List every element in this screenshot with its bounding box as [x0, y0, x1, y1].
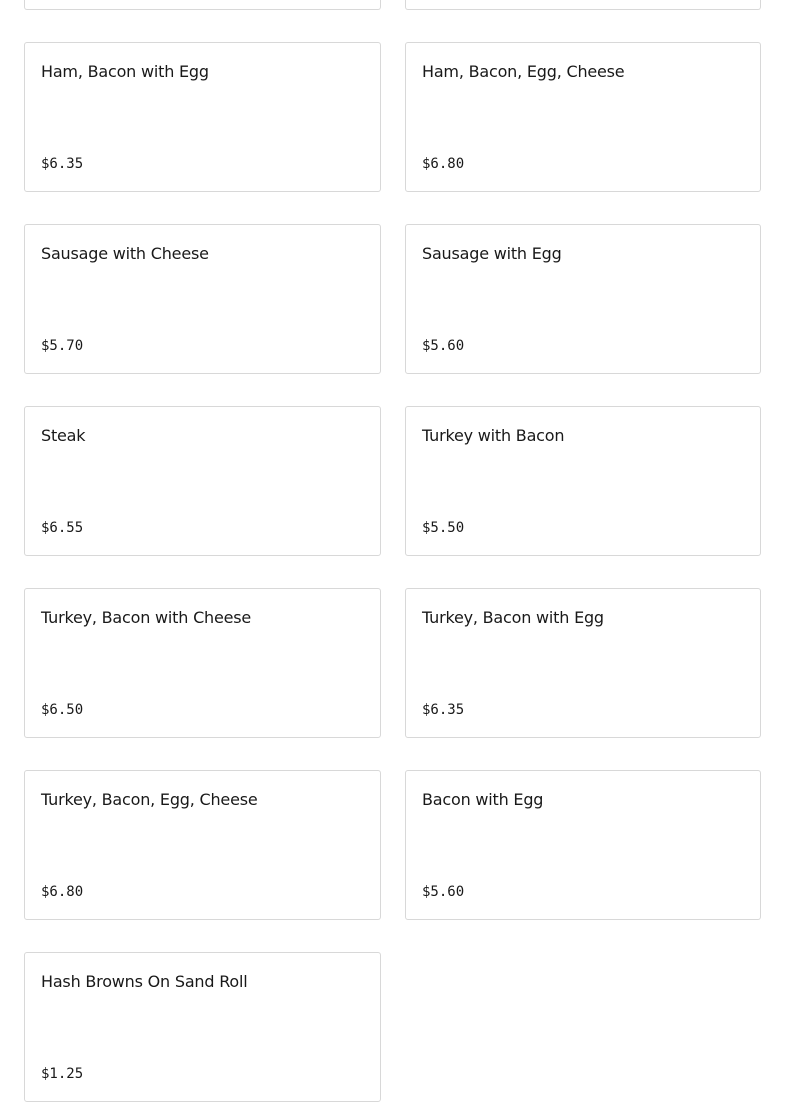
- menu-items-grid: [24, 0, 761, 1102]
- menu-item-card[interactable]: [24, 406, 381, 556]
- menu-item-card[interactable]: [405, 406, 761, 556]
- menu-item-name: Turkey, Bacon with Egg: [422, 608, 604, 627]
- menu-item-card[interactable]: [24, 42, 381, 192]
- menu-item-card-partial[interactable]: [405, 0, 761, 10]
- menu-item-card[interactable]: [405, 588, 761, 738]
- menu-item-price: $6.35: [422, 702, 465, 718]
- menu-item-name: Ham, Bacon, Egg, Cheese: [422, 62, 625, 81]
- menu-item-price: $6.55: [41, 520, 84, 536]
- menu-item-card[interactable]: [24, 224, 381, 374]
- menu-item-price: $5.60: [422, 884, 465, 900]
- menu-item-card[interactable]: [24, 588, 381, 738]
- menu-item-price: $6.80: [41, 884, 84, 900]
- menu-item-price: $5.50: [422, 520, 465, 536]
- menu-item-card[interactable]: [24, 952, 381, 1102]
- menu-item-name: Hash Browns On Sand Roll: [41, 972, 248, 991]
- menu-item-name: Turkey, Bacon with Cheese: [41, 608, 252, 627]
- menu-item-card[interactable]: [405, 224, 761, 374]
- menu-item-price: $5.70: [41, 338, 84, 354]
- menu-item-name: Turkey, Bacon, Egg, Cheese: [41, 790, 258, 809]
- menu-item-card[interactable]: [24, 770, 381, 920]
- menu-item-card[interactable]: [405, 770, 761, 920]
- menu-item-price: $1.25: [41, 1066, 84, 1082]
- menu-item-price: $6.80: [422, 156, 465, 172]
- menu-item-price: $5.60: [422, 338, 465, 354]
- menu-item-price: $6.50: [41, 702, 84, 718]
- menu-item-name: Turkey with Bacon: [422, 426, 565, 445]
- menu-item-name: Ham, Bacon with Egg: [41, 62, 209, 81]
- menu-item-card[interactable]: [405, 42, 761, 192]
- menu-item-price: $6.35: [41, 156, 84, 172]
- menu-item-card-partial[interactable]: [24, 0, 381, 10]
- menu-item-name: Steak: [41, 426, 86, 445]
- menu-item-name: Sausage with Cheese: [41, 244, 209, 263]
- menu-item-name: Bacon with Egg: [422, 790, 544, 809]
- menu-item-name: Sausage with Egg: [422, 244, 562, 263]
